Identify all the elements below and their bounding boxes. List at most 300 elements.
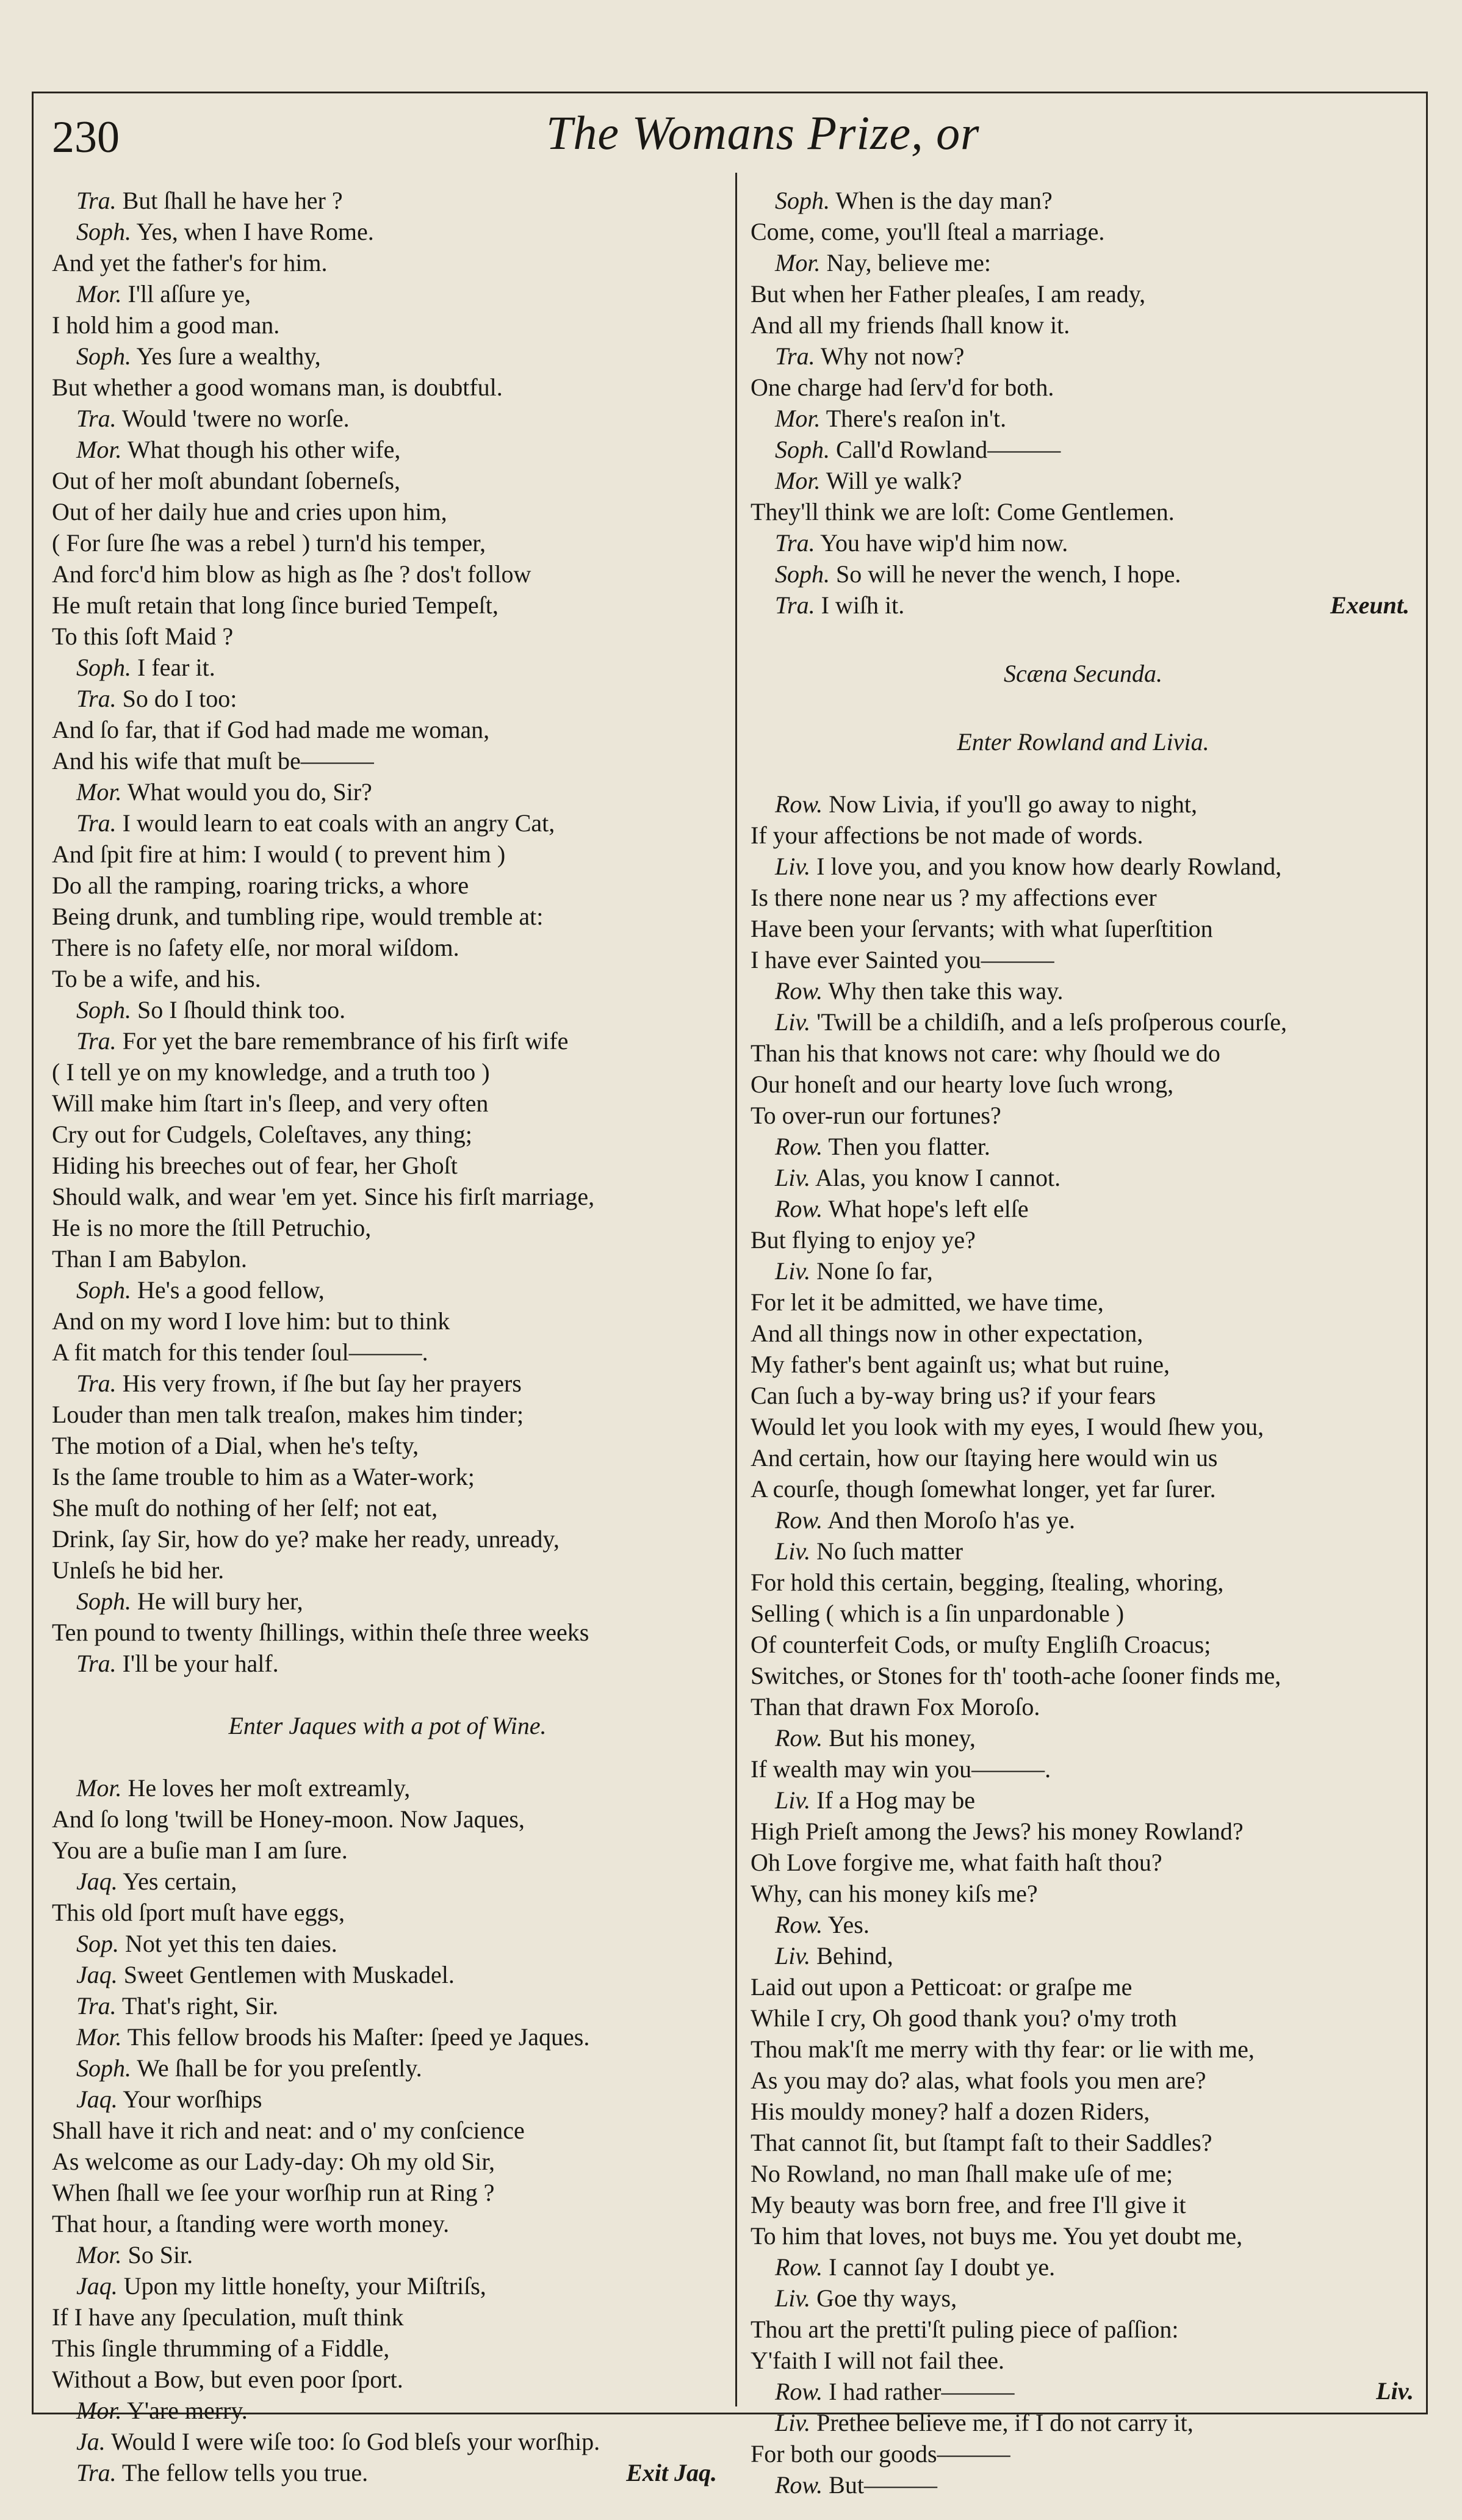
speaker-name: Jaq. bbox=[76, 1961, 118, 1988]
scene-heading: Scæna Secunda. bbox=[1004, 660, 1162, 687]
line-text: Your worſhips bbox=[117, 2085, 262, 2113]
line-text: I had rather——— bbox=[823, 2378, 1015, 2405]
verse-line bbox=[751, 1753, 1416, 1785]
verse-line bbox=[52, 1119, 723, 1150]
speaker-name: Liv. bbox=[775, 1942, 811, 1969]
line-text: When is the day man? bbox=[830, 187, 1053, 214]
speaker-name: Liv. bbox=[775, 1257, 811, 1285]
verse-line bbox=[751, 1598, 1416, 1629]
line-text: Thou art the pretti'ſt puling piece of paſſion: bbox=[751, 2316, 1179, 2343]
verse-line bbox=[52, 1523, 723, 1554]
verse-line bbox=[52, 1368, 723, 1399]
verse-line bbox=[751, 1193, 1416, 1224]
speaker-name: Tra. bbox=[76, 405, 117, 432]
verse-line bbox=[751, 2407, 1416, 2438]
spacer bbox=[751, 757, 1416, 789]
line-text: What though his other wife, bbox=[121, 436, 401, 463]
line-text: And yet the father's for him. bbox=[52, 249, 328, 276]
line-text: If wealth may win you———. bbox=[751, 1755, 1051, 1783]
line-text: Prethee believe me, if I do not carry it, bbox=[810, 2409, 1194, 2436]
verse-line bbox=[52, 621, 723, 652]
verse-line bbox=[52, 2457, 723, 2488]
verse-line bbox=[751, 2438, 1416, 2469]
speaker-name: Soph. bbox=[76, 1276, 131, 1304]
verse-line bbox=[52, 2270, 723, 2302]
line-text: And all my friends ſhall know it. bbox=[751, 311, 1070, 339]
line-text: But——— bbox=[823, 2471, 937, 2499]
verse-line bbox=[751, 2314, 1416, 2345]
verse-line bbox=[751, 1816, 1416, 1847]
verse-line bbox=[52, 1150, 723, 1181]
line-text: Would I were wiſe too: ſo God bleſs your worſhip. bbox=[105, 2428, 600, 2455]
speaker-name: Liv. bbox=[775, 1786, 811, 1814]
line-text: Drink, ſay Sir, how do ye? make her ready, unready, bbox=[52, 1525, 560, 1553]
line-text: No Rowland, no man ſhall make uſe of me; bbox=[751, 2160, 1173, 2187]
verse-line bbox=[52, 1337, 723, 1368]
speaker-name: Sop. bbox=[76, 1930, 119, 1957]
line-text: I hold him a good man. bbox=[52, 311, 280, 339]
line-text: Do all the ramping, roaring tricks, a whore bbox=[52, 872, 469, 899]
verse-line bbox=[751, 434, 1416, 465]
line-text: Have been your ſervants; with what ſuperſtition bbox=[751, 915, 1213, 942]
line-text: Yes. bbox=[823, 1911, 870, 1938]
verse-line bbox=[751, 465, 1416, 496]
speaker-name: Tra. bbox=[775, 591, 815, 619]
line-text: Louder than men talk treaſon, makes him tinder; bbox=[52, 1401, 524, 1428]
verse-line bbox=[751, 278, 1416, 309]
verse-line bbox=[52, 434, 723, 465]
verse-line bbox=[52, 590, 723, 621]
spacer bbox=[52, 1741, 723, 1772]
verse-line bbox=[751, 1629, 1416, 1660]
verse-line bbox=[751, 2469, 1416, 2500]
line-text: Nay, believe me: bbox=[820, 249, 991, 276]
line-text: A courſe, though ſomewhat longer, yet far ſurer. bbox=[751, 1475, 1216, 1503]
line-text: Selling ( which is a ſin unpardonable ) bbox=[751, 1600, 1125, 1627]
verse-line bbox=[751, 1287, 1416, 1318]
verse-line bbox=[751, 2096, 1416, 2127]
verse-line bbox=[751, 913, 1416, 944]
line-text: Our honeſt and our hearty love ſuch wrong, bbox=[751, 1070, 1174, 1098]
verse-line bbox=[751, 185, 1416, 216]
speaker-name: Mor. bbox=[76, 2023, 122, 2051]
verse-line bbox=[52, 963, 723, 994]
verse-line bbox=[52, 1181, 723, 1212]
verse-line bbox=[751, 2345, 1416, 2376]
verse-line bbox=[52, 1056, 723, 1088]
speaker-name: Row. bbox=[775, 1133, 823, 1160]
verse-line bbox=[751, 2065, 1416, 2096]
speaker-name: Mor. bbox=[76, 436, 122, 463]
speaker-name: Ja. bbox=[76, 2428, 106, 2455]
line-text: This fellow broods his Maſter: ſpeed ye Jaques. bbox=[121, 2023, 590, 2051]
speaker-name: Tra. bbox=[775, 529, 815, 557]
line-text: 'Twill be a childiſh, and a leſs proſperous courſe, bbox=[810, 1008, 1287, 1036]
verse-line bbox=[52, 870, 723, 901]
verse-line bbox=[751, 789, 1416, 820]
line-text: There's reaſon in't. bbox=[820, 405, 1007, 432]
right-column bbox=[751, 185, 1416, 2500]
line-text: One charge had ſerv'd for both. bbox=[751, 374, 1054, 401]
verse-line bbox=[751, 1038, 1416, 1069]
line-text: So Sir. bbox=[121, 2241, 193, 2269]
line-text: To this ſoft Maid ? bbox=[52, 623, 234, 650]
line-text: Sweet Gentlemen with Muskadel. bbox=[117, 1961, 455, 1988]
line-text: Cry out for Cudgels, Coleſtaves, any thing; bbox=[52, 1121, 472, 1148]
verse-line bbox=[52, 1617, 723, 1648]
verse-line bbox=[751, 590, 1416, 621]
line-text: Why, can his money kiſs me? bbox=[751, 1880, 1038, 1907]
speaker-name: Tra. bbox=[76, 809, 117, 837]
line-text: No ſuch matter bbox=[810, 1537, 963, 1565]
verse-line bbox=[751, 1100, 1416, 1131]
verse-line bbox=[751, 1349, 1416, 1380]
speaker-name: Jaq. bbox=[76, 2272, 118, 2300]
speaker-name: Soph. bbox=[775, 436, 830, 463]
line-text: Without a Bow, but even poor ſport. bbox=[52, 2366, 403, 2393]
verse-line bbox=[751, 1940, 1416, 1971]
verse-line bbox=[52, 1928, 723, 1959]
line-text: So I ſhould think too. bbox=[131, 996, 346, 1024]
line-text: Would 'twere no worſe. bbox=[116, 405, 350, 432]
line-text: What hope's left elſe bbox=[823, 1195, 1029, 1222]
speaker-name: Liv. bbox=[775, 1164, 811, 1191]
page-number: 230 bbox=[52, 112, 120, 162]
verse-line bbox=[751, 2002, 1416, 2034]
line-text: To him that loves, not buys me. You yet doubt me, bbox=[751, 2222, 1243, 2250]
speaker-name: Soph. bbox=[76, 654, 131, 681]
speaker-name: Soph. bbox=[76, 342, 131, 370]
line-text: For both our goods——— bbox=[751, 2440, 1010, 2468]
verse-line bbox=[52, 1866, 723, 1897]
line-text: If your affections be not made of words. bbox=[751, 821, 1143, 849]
line-text: Can ſuch a by-way bring us? if your fears bbox=[751, 1382, 1156, 1409]
line-text: We ſhall be for you preſently. bbox=[131, 2054, 422, 2082]
line-text: If a Hog may be bbox=[810, 1786, 976, 1814]
line-text: But whether a good womans man, is doubtful. bbox=[52, 374, 503, 401]
speaker-name: Soph. bbox=[76, 2054, 131, 2082]
verse-line bbox=[52, 807, 723, 839]
running-title: The Womans Prize, or bbox=[546, 106, 980, 159]
speaker-name: Soph. bbox=[775, 560, 830, 588]
verse-line bbox=[52, 1990, 723, 2021]
line-text: But when her Father pleaſes, I am ready, bbox=[751, 280, 1146, 308]
speaker-name: Row. bbox=[775, 1195, 823, 1222]
verse-line bbox=[52, 1305, 723, 1337]
speaker-name: Row. bbox=[775, 2253, 823, 2281]
line-text: Should walk, and wear 'em yet. Since his firſt marriage, bbox=[52, 1183, 595, 1210]
line-text: Y'faith I will not fail thee. bbox=[751, 2347, 1004, 2374]
line-text: Is the ſame trouble to him as a Water-work; bbox=[52, 1463, 475, 1490]
speaker-name: Liv. bbox=[775, 2284, 811, 2312]
verse-line bbox=[751, 1255, 1416, 1287]
verse-line bbox=[52, 2333, 723, 2364]
verse-line bbox=[751, 820, 1416, 851]
verse-line bbox=[52, 2208, 723, 2239]
verse-line bbox=[52, 278, 723, 309]
verse-line bbox=[52, 932, 723, 963]
line-text: Yes ſure a wealthy, bbox=[131, 342, 321, 370]
line-text: When ſhall we ſee your worſhip run at Ring ? bbox=[52, 2179, 495, 2206]
speaker-name: Tra. bbox=[76, 187, 117, 214]
line-text: Would let you look with my eyes, I would ſhew you, bbox=[751, 1413, 1264, 1440]
speaker-name: Liv. bbox=[775, 1008, 811, 1036]
verse-line bbox=[751, 2283, 1416, 2314]
speaker-name: Mor. bbox=[76, 2241, 122, 2269]
speaker-name: Mor. bbox=[76, 1774, 122, 1802]
verse-line bbox=[751, 341, 1416, 372]
speaker-name: Liv. bbox=[775, 853, 811, 880]
line-text: Why then take this way. bbox=[823, 977, 1064, 1005]
speaker-name: Liv. bbox=[775, 2409, 811, 2436]
speaker-name: Jaq. bbox=[76, 1868, 118, 1895]
line-text: He loves her moſt extreamly, bbox=[121, 1774, 411, 1802]
speaker-name: Soph. bbox=[76, 218, 131, 245]
verse-line bbox=[52, 1212, 723, 1243]
verse-line bbox=[52, 683, 723, 714]
verse-line bbox=[52, 527, 723, 558]
line-text: What would you do, Sir? bbox=[121, 778, 372, 806]
speaker-name: Row. bbox=[775, 2471, 823, 2499]
line-text: I have ever Sainted you——— bbox=[751, 946, 1054, 973]
verse-line bbox=[52, 1897, 723, 1928]
verse-line bbox=[52, 1088, 723, 1119]
verse-line bbox=[52, 2146, 723, 2177]
verse-line bbox=[52, 1554, 723, 1586]
verse-line bbox=[751, 1006, 1416, 1038]
line-text: There is no ſafety elſe, nor moral wiſdom. bbox=[52, 934, 459, 961]
line-text: Now Livia, if you'll go away to night, bbox=[823, 790, 1197, 818]
line-text: The fellow tells you true. bbox=[116, 2459, 369, 2486]
line-text: Hiding his breeches out of fear, her Ghoſt bbox=[52, 1152, 458, 1179]
verse-line bbox=[52, 776, 723, 807]
line-text: And forc'd him blow as high as ſhe ? dos't follow bbox=[52, 560, 531, 588]
speaker-name: Row. bbox=[775, 790, 823, 818]
column-divider bbox=[735, 173, 737, 2406]
line-text: For hold this certain, begging, ſtealing, whoring, bbox=[751, 1569, 1224, 1596]
line-text: That's right, Sir. bbox=[116, 1992, 278, 2020]
line-text: I fear it. bbox=[131, 654, 215, 681]
verse-line bbox=[751, 1442, 1416, 1473]
verse-line bbox=[52, 2239, 723, 2270]
verse-line bbox=[751, 2127, 1416, 2158]
line-text: Out of her daily hue and cries upon him, bbox=[52, 498, 447, 525]
verse-line bbox=[751, 851, 1416, 882]
verse-line bbox=[52, 1803, 723, 1835]
line-text: Goe thy ways, bbox=[810, 2284, 957, 2312]
verse-line bbox=[751, 1785, 1416, 1816]
line-text: But flying to enjoy ye? bbox=[751, 1226, 976, 1254]
verse-line bbox=[751, 2220, 1416, 2251]
line-text: Yes certain, bbox=[117, 1868, 237, 1895]
speaker-name: Mor. bbox=[775, 467, 821, 494]
line-text: That hour, a ſtanding were worth money. bbox=[52, 2210, 450, 2237]
line-text: The motion of a Dial, when he's teſty, bbox=[52, 1432, 419, 1459]
verse-line bbox=[751, 1567, 1416, 1598]
line-text: Why not now? bbox=[815, 342, 965, 370]
line-text: None ſo far, bbox=[810, 1257, 933, 1285]
line-text: His mouldy money? half a dozen Riders, bbox=[751, 2098, 1150, 2125]
verse-line bbox=[751, 1691, 1416, 1722]
verse-line bbox=[751, 247, 1416, 278]
verse-line bbox=[52, 247, 723, 278]
line-text: Y'are merry. bbox=[121, 2397, 248, 2424]
verse-line bbox=[751, 1504, 1416, 1536]
verse-line bbox=[751, 558, 1416, 590]
line-text: Than his that knows not care: why ſhould we do bbox=[751, 1039, 1220, 1067]
line-text: Then you flatter. bbox=[823, 1133, 990, 1160]
line-text: High Prieſt among the Jews? his money Rowland? bbox=[751, 1818, 1244, 1845]
verse-line bbox=[52, 309, 723, 341]
speaker-name: Soph. bbox=[775, 187, 830, 214]
line-text: My father's bent againſt us; what but ruine, bbox=[751, 1351, 1170, 1378]
verse-line bbox=[52, 1586, 723, 1617]
line-text: I love you, and you know how dearly Rowland, bbox=[810, 853, 1282, 880]
line-text: And on my word I love him: but to think bbox=[52, 1307, 450, 1335]
line-text: That cannot ſit, but ſtampt faſt to their Saddles? bbox=[751, 2129, 1212, 2156]
line-text: Laid out upon a Petticoat: or graſpe me bbox=[751, 1973, 1133, 2001]
verse-line bbox=[52, 2395, 723, 2426]
catchword: Liv. bbox=[1376, 2377, 1414, 2405]
verse-line bbox=[52, 2364, 723, 2395]
line-text: You have wip'd him now. bbox=[815, 529, 1068, 557]
page-header bbox=[34, 93, 1426, 173]
line-text: ( For ſure ſhe was a rebel ) turn'd his temper, bbox=[52, 529, 486, 557]
line-text: So will he never the wench, I hope. bbox=[830, 560, 1181, 588]
line-text: And ſo long 'twill be Honey-moon. Now Jaques, bbox=[52, 1805, 525, 1833]
verse-line bbox=[751, 1411, 1416, 1442]
verse-line bbox=[751, 1536, 1416, 1567]
line-text: To over-run our fortunes? bbox=[751, 1102, 1001, 1129]
speaker-name: Row. bbox=[775, 977, 823, 1005]
line-text: I cannot ſay I doubt ye. bbox=[823, 2253, 1056, 2281]
line-text: Switches, or Stones for th' tooth-ache ſooner finds me, bbox=[751, 1662, 1281, 1689]
line-text: I'll be your half. bbox=[116, 1650, 279, 1677]
verse-line bbox=[52, 1430, 723, 1461]
line-text: Come, come, you'll ſteal a marriage. bbox=[751, 218, 1105, 245]
line-text: His very frown, if ſhe but ſay her prayers bbox=[116, 1370, 522, 1397]
line-text: I wiſh it. bbox=[815, 591, 905, 619]
line-text: Will ye walk? bbox=[820, 467, 962, 494]
line-text: For let it be admitted, we have time, bbox=[751, 1288, 1104, 1316]
spacer bbox=[751, 695, 1416, 726]
line-text: But his money, bbox=[823, 1724, 976, 1752]
line-text: They'll think we are loſt: Come Gentlemen. bbox=[751, 498, 1175, 525]
line-text: Ten pound to twenty ſhillings, within theſe three weeks bbox=[52, 1619, 589, 1646]
speaker-name: Mor. bbox=[76, 280, 122, 308]
line-text: A fit match for this tender ſoul———. bbox=[52, 1338, 428, 1366]
line-text: Out of her moſt abundant ſoberneſs, bbox=[52, 467, 400, 494]
verse-line bbox=[52, 1274, 723, 1305]
line-text: While I cry, Oh good thank you? o'my troth bbox=[751, 2004, 1177, 2032]
line-text: Alas, you know I cannot. bbox=[810, 1164, 1061, 1191]
verse-line bbox=[52, 1492, 723, 1523]
line-text: And all things now in other expectation, bbox=[751, 1320, 1143, 1347]
verse-line bbox=[52, 372, 723, 403]
line-text: Will make him ſtart in's ſleep, and very often bbox=[52, 1089, 489, 1117]
speaker-name: Mor. bbox=[775, 249, 821, 276]
verse-line bbox=[52, 1959, 723, 1990]
verse-line bbox=[52, 2302, 723, 2333]
verse-line bbox=[52, 745, 723, 776]
verse-line bbox=[52, 185, 723, 216]
verse-line bbox=[751, 2158, 1416, 2189]
verse-line bbox=[751, 1847, 1416, 1878]
speaker-name: Soph. bbox=[76, 1587, 131, 1615]
verse-line bbox=[751, 309, 1416, 341]
exit-direction: Exeunt. bbox=[1330, 591, 1410, 619]
verse-line bbox=[52, 2084, 723, 2115]
verse-line bbox=[751, 944, 1416, 975]
line-text: Unleſs he bid her. bbox=[52, 1556, 225, 1584]
line-text: Is there none near us ? my affections ever bbox=[751, 884, 1157, 911]
line-text: And then Moroſo h'as ye. bbox=[823, 1506, 1075, 1534]
verse-line bbox=[52, 839, 723, 870]
verse-line bbox=[751, 2376, 1416, 2407]
verse-line bbox=[52, 1648, 723, 1679]
line-text: For yet the bare remembrance of his firſt wife bbox=[116, 1027, 569, 1055]
line-text: My beauty was born free, and free I'll give it bbox=[751, 2191, 1186, 2219]
verse-line bbox=[52, 2426, 723, 2457]
spacer bbox=[52, 1679, 723, 1710]
verse-line bbox=[751, 1069, 1416, 1100]
verse-line bbox=[52, 1461, 723, 1492]
verse-line bbox=[52, 1835, 723, 1866]
verse-line bbox=[751, 527, 1416, 558]
verse-line bbox=[52, 1399, 723, 1430]
verse-line bbox=[52, 714, 723, 745]
verse-line bbox=[52, 652, 723, 683]
line-text: I would learn to eat coals with an angry Cat, bbox=[116, 809, 555, 837]
line-text: ( I tell ye on my knowledge, and a truth too ) bbox=[52, 1058, 490, 1086]
line-text: He muſt retain that long ſince buried Tempeſt, bbox=[52, 591, 499, 619]
speaker-name: Tra. bbox=[76, 1370, 117, 1397]
speaker-name: Tra. bbox=[775, 342, 815, 370]
speaker-name: Mor. bbox=[76, 2397, 122, 2424]
spacer bbox=[751, 621, 1416, 652]
verse-line bbox=[751, 1131, 1416, 1162]
speaker-name: Tra. bbox=[76, 685, 117, 712]
line-text: And his wife that muſt be——— bbox=[52, 747, 374, 774]
speaker-name: Row. bbox=[775, 2378, 823, 2405]
verse-line bbox=[751, 882, 1416, 913]
verse-line bbox=[751, 216, 1416, 247]
speaker-name: Mor. bbox=[76, 778, 122, 806]
speaker-name: Row. bbox=[775, 1911, 823, 1938]
verse-line bbox=[52, 2115, 723, 2146]
speaker-name: Mor. bbox=[775, 405, 821, 432]
line-text: If I have any ſpeculation, muſt think bbox=[52, 2303, 404, 2331]
left-column bbox=[52, 185, 723, 2488]
line-text: Than that drawn Fox Moroſo. bbox=[751, 1693, 1040, 1720]
verse-line bbox=[751, 2034, 1416, 2065]
line-text: This old ſport muſt have eggs, bbox=[52, 1899, 345, 1926]
line-text: He is no more the ſtill Petruchio, bbox=[52, 1214, 372, 1241]
line-text: I'll aſſure ye, bbox=[121, 280, 251, 308]
verse-line bbox=[52, 403, 723, 434]
line-text: Oh Love forgive me, what faith haſt thou? bbox=[751, 1849, 1162, 1876]
line-text: And ſpit fire at him: I would ( to prevent him ) bbox=[52, 840, 506, 868]
verse-line bbox=[52, 2052, 723, 2084]
stage-direction: Enter Jaques with a pot of Wine. bbox=[228, 1712, 547, 1739]
speaker-name: Liv. bbox=[775, 1537, 811, 1565]
speaker-name: Soph. bbox=[76, 996, 131, 1024]
speaker-name: Tra. bbox=[76, 2459, 117, 2486]
verse-line bbox=[751, 1380, 1416, 1411]
verse-line bbox=[52, 1243, 723, 1274]
speaker-name: Tra. bbox=[76, 1992, 117, 2020]
line-text: Being drunk, and tumbling ripe, would tremble at: bbox=[52, 903, 544, 930]
